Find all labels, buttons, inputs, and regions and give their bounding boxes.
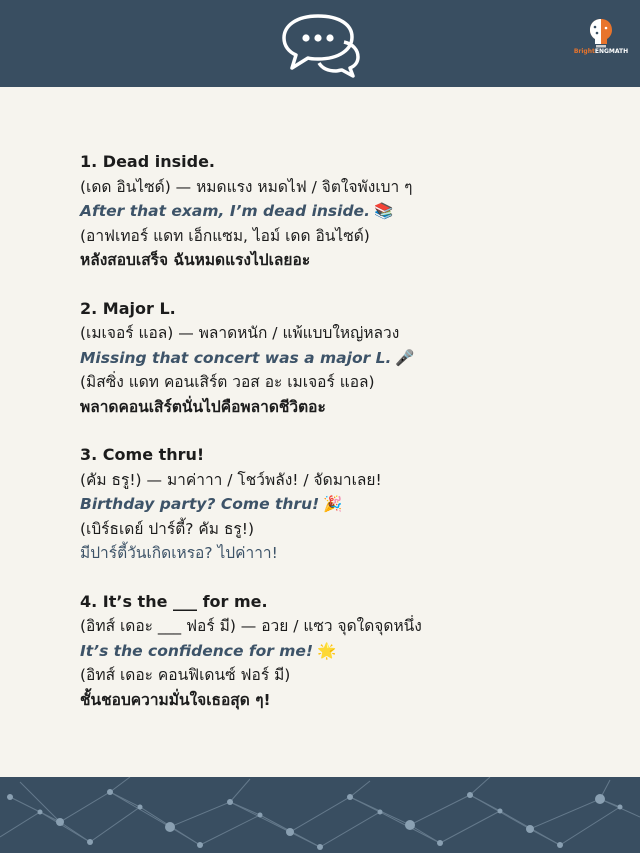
network-pattern-icon xyxy=(0,777,640,853)
slang-pronunciation-meaning: (เดด อินไซด์) — หมดแรง หมดไฟ / จิตใจพังเบา ๆ xyxy=(80,177,413,196)
brand-name-part1: Bright xyxy=(573,48,595,55)
brand-logo xyxy=(570,18,632,62)
example-pronunciation: (เบิร์ธเดย์ ปาร์ตี้? คัม ธรู!) xyxy=(80,519,254,538)
example-translation: ชั้นชอบความมั่นใจเธอสุด ๆ! xyxy=(80,690,271,709)
party-popper-emoji-icon: 🎉 xyxy=(323,495,343,513)
slang-pronunciation-meaning: (อิทส์ เดอะ ___ ฟอร์ มี) — อวย / แซว จุดใดจุดหนึ่ง xyxy=(80,617,422,635)
books-emoji-icon: 📚 xyxy=(373,202,394,220)
slang-pronunciation-meaning: (เมเจอร์ แอล) — พลาดหนัก / แพ้แบบใหญ่หลวง xyxy=(80,324,400,342)
brand-name-part2: ENGMATH xyxy=(594,48,629,55)
footer-network-pattern xyxy=(0,777,640,853)
brain-bulb-icon xyxy=(588,18,614,48)
example-text: Missing that concert was a major L. xyxy=(80,348,392,367)
example-sentence xyxy=(80,346,580,371)
example-text: Birthday party? Come thru! xyxy=(80,495,320,513)
chat-bubbles-icon xyxy=(278,10,362,78)
slang-item-2 xyxy=(80,297,580,420)
slang-title: 4. It’s the ___ for me. xyxy=(80,591,268,611)
example-sentence xyxy=(80,492,580,517)
microphone-emoji-icon: 🎤 xyxy=(395,348,415,367)
example-translation: มีปาร์ตี้วันเกิดเหรอ? ไปค่าาา! xyxy=(80,544,278,562)
brand-name xyxy=(570,48,632,55)
example-pronunciation: (มิสซิ่ง แดท คอนเสิร์ต วอส อะ เมเจอร์ แอล) xyxy=(80,373,375,391)
example-pronunciation: (อิทส์ เดอะ คอนฟิเดนซ์ ฟอร์ มี) xyxy=(80,666,291,684)
slang-item-1 xyxy=(80,150,580,273)
star-emoji-icon: 🌟 xyxy=(317,641,337,660)
slang-pronunciation-meaning: (คัม ธรู!) — มาค่าาา / โชว์พลัง! / จัดมาเลย! xyxy=(80,470,382,489)
slang-title: 1. Dead inside. xyxy=(80,152,215,171)
slang-title: 2. Major L. xyxy=(80,298,176,318)
example-translation: พลาดคอนเสิร์ตนั่นไปคือพลาดชีวิตอะ xyxy=(80,397,326,416)
example-text: It’s the confidence for me! xyxy=(80,641,314,660)
header-bar xyxy=(0,0,640,87)
example-translation: หลังสอบเสร็จ ฉันหมดแรงไปเลยอะ xyxy=(80,251,311,269)
example-sentence xyxy=(80,639,580,664)
slang-title: 3. Come thru! xyxy=(80,445,205,464)
slang-item-4 xyxy=(80,590,580,713)
example-sentence xyxy=(80,199,580,224)
slang-item-3 xyxy=(80,443,580,566)
slang-list xyxy=(80,150,580,736)
example-pronunciation: (อาฟเทอร์ แดท เอ็กแซม, ไอม์ เดด อินไซด์) xyxy=(80,226,370,245)
example-text: After that exam, I’m dead inside. xyxy=(80,202,370,220)
